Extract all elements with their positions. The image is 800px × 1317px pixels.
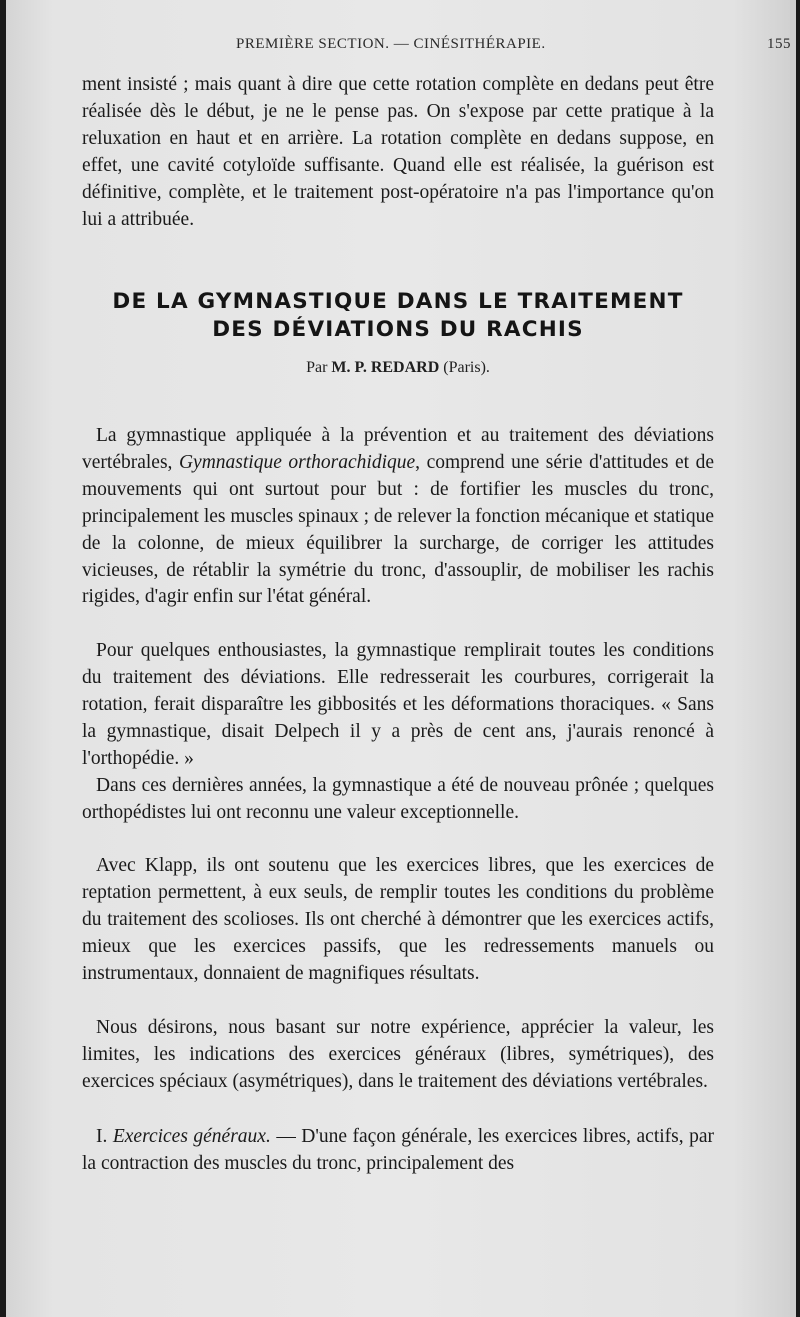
author-name: M. P. REDARD (331, 359, 440, 376)
section-heading-italic: Exercices généraux. (112, 1126, 271, 1147)
running-head (236, 36, 791, 53)
paragraph-4: Avec Klapp, ils ont soutenu que les exercices libres, que les exercices de reptation permettent, à eux seuls, de remplir toutes les conditions du problème du traitement des scolioses. Ils ont cherché à démontrer que les exercices actifs, mieux que les exercices passifs, que les redressements manuels ou instrumentaux, donnaient de magnifiques résultats. (82, 855, 714, 984)
article-title-line-2: DES DÉVIATIONS DU RACHIS (212, 317, 584, 342)
book-page (6, 0, 796, 1317)
byline (82, 359, 714, 377)
paragraph-5: Nous désirons, nous basant sur notre expérience, apprécier la valeur, les limites, les indications des exercices généraux (libres, symétriques), des exercices spéciaux (asymétriques), dans le traitement des déviations vertébrales. (82, 1017, 714, 1092)
paragraph-3: Dans ces dernières années, la gymnastique a été de nouveau prônée ; quelques orthopédistes lui ont reconnu une valeur exceptionnelle. (82, 775, 714, 823)
running-title: PREMIÈRE SECTION. — CINÉSITHÉRAPIE. (236, 36, 546, 52)
paragraph-6 (82, 1124, 714, 1178)
paragraph-6-text: — D'une façon générale, les exercices libres, actifs, par la contraction des muscles du tronc, principalement des (82, 1126, 714, 1174)
article-title-line-1: DE LA GYMNASTIQUE DANS LE TRAITEMENT (112, 289, 684, 314)
paragraph-2: Pour quelques enthousiastes, la gymnastique remplirait toutes les conditions du traitement des déviations. Elle redresserait les courbures, corrigerait la rotation, ferait disparaître les gibbosités et les déformations thoraciques. « Sans la gymnastique, disait Delpech il y a près de cent ans, j'aurais renoncé à l'orthopédie. » (82, 640, 714, 769)
intro-paragraph: ment insisté ; mais quant à dire que cette rotation complète en dedans peut être réalisée dès le début, je ne le pense pas. On s'expose par cette pratique à la reluxation en haut et en arrière. La rotation complète en dedans suppose, en effet, une cavité cotyloïde suffisante. Quand elle est réalisée, la guérison est définitive, complète, et le traitement post-opératoire n'a pas l'importance qu'on lui a attribuée. (82, 74, 714, 230)
byline-prefix: Par (306, 359, 328, 376)
paragraph-1-italic-term: Gymnastique orthorachidique (178, 451, 416, 473)
paragraph-1-start: La gymnastique appliquée à la prévention et au traitement des déviations vertébrales, (82, 425, 714, 473)
section-number: I. (96, 1126, 108, 1147)
author-location: (Paris). (443, 359, 490, 376)
paragraph-1 (82, 423, 714, 611)
page-number: 155 (767, 36, 791, 52)
paragraph-1-end: , comprend une série d'attitudes et de mouvements qui ont surtout pour but : de fortifier les muscles du tronc, principalement les muscles spinaux ; de relever la fonction mécanique et statique de la colonne, de mieux équilibrer la surcharge, de corriger les attitudes vicieuses, de rétablir la symétrie du tronc, d'assouplir, de mobiliser les rachis rigides, d'agir enfin sur l'état général. (82, 451, 715, 608)
